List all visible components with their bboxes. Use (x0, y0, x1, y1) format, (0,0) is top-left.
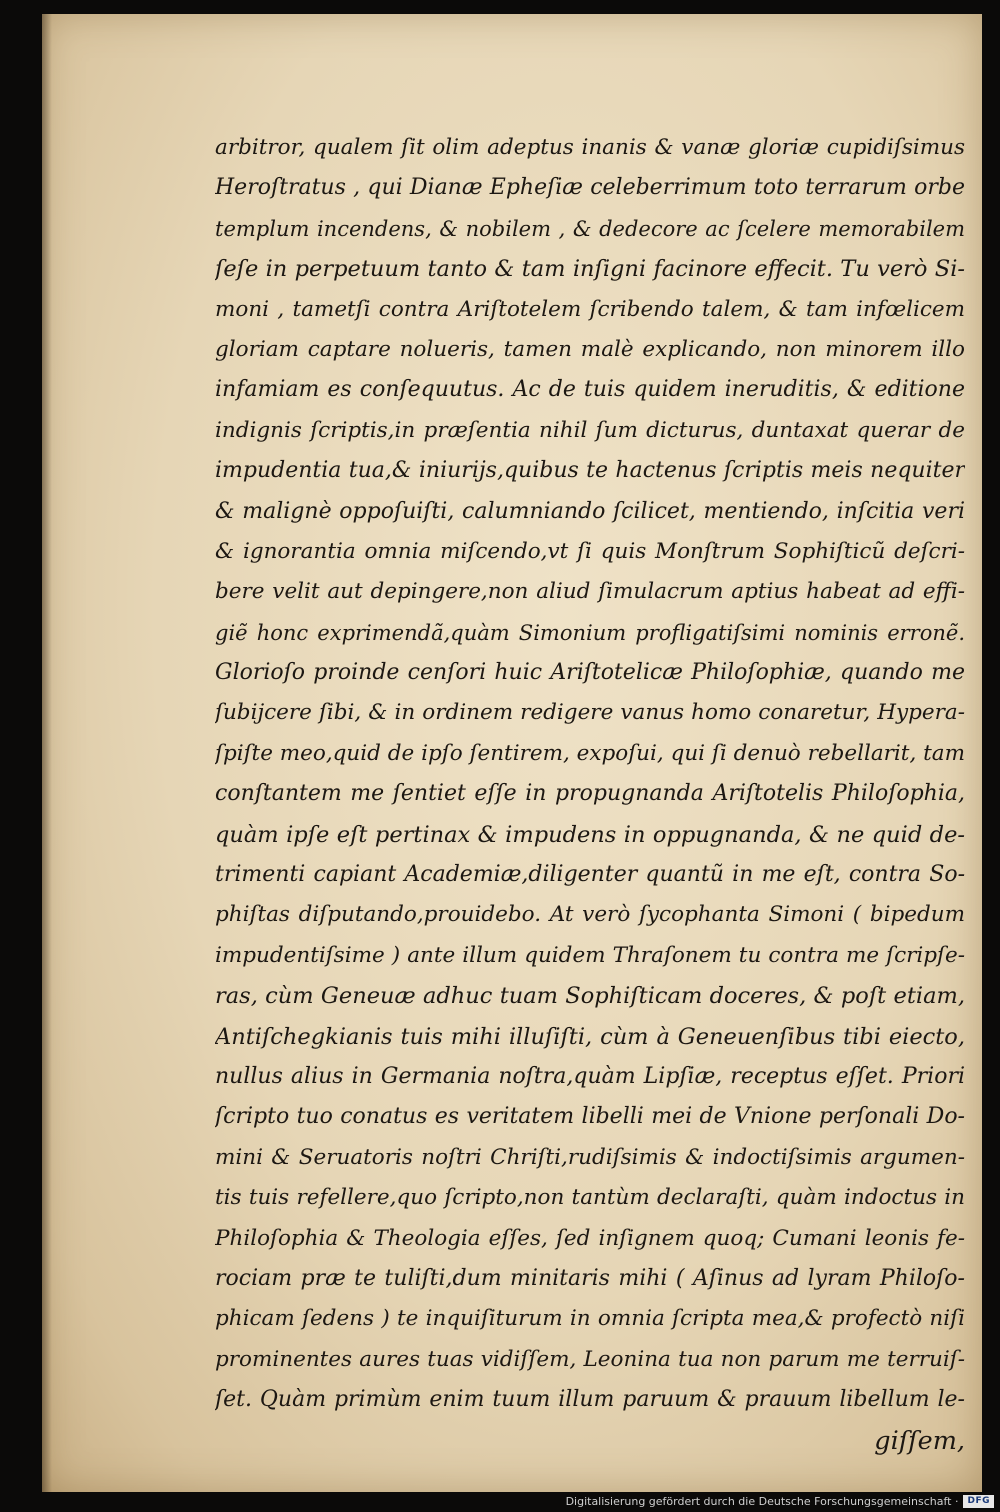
text-line: giẽ honc exprimendã,quàm Simonium profligatiſsimi nominis erronẽ. (215, 620, 965, 645)
text-line: bere velit aut depingere,non aliud ſimulacrum aptius habeat ad effi- (215, 579, 965, 605)
text-line: impudentiſsime ) ante illum quidem Thraſonem tu contra me ſcripſe- (215, 942, 965, 968)
text-line: prominentes aures tuas vidiſſem, Leonina tua non parum me terruiſ- (215, 1346, 965, 1372)
text-line: conſtantem me ſentiet eſſe in propugnanda Ariſtotelis Philoſophia, (215, 781, 965, 807)
text-line: phicam ſedens ) te inquiſiturum in omnia ſcripta mea,& profectò niſi (215, 1306, 965, 1332)
text-line: & ignorantia omnia miſcendo,vt ſi quis Monſtrum Sophiſticũ deſcri- (215, 538, 965, 564)
text-line: trimenti capiant Academiæ,diligenter quantũ in me eſt, contra So- (215, 862, 965, 888)
text-line: Philoſophia & Theologia eſſes, ſed inſignem quoq; Cumani leonis fe- (215, 1225, 965, 1251)
text-line: & malignè oppoſuiſti, calumniando ſcilicet, mentiendo, inſcitia veri (215, 498, 965, 524)
text-line: mini & Seruatoris noſtri Chriſti,rudiſsimis & indoctiſsimis argumen- (215, 1144, 965, 1170)
text-line: ſcripto tuo conatus es veritatem libelli mei de Vnione perſonali Do- (215, 1104, 965, 1130)
text-line: impudentia tua,& iniurijs,quibus te hactenus ſcriptis meis nequiter (215, 458, 965, 484)
text-line: templum incendens, & nobilem , & dedecore ac ſcelere memorabilem (215, 216, 965, 241)
text-line: tis tuis refellere,quo ſcripto,non tantùm declaraſti, quàm indoctus in (215, 1185, 965, 1211)
text-line: rociam præ te tuliſti,dum minitaris mihi ( Aſinus ad lyram Philoſo- (215, 1265, 965, 1291)
text-line: infamiam es conſequutus. Ac de tuis quidem ineruditis, & editione (215, 377, 965, 403)
text-line: ſpiſte meo,quid de ipſo ſentirem, expoſui, qui ſi denuò rebellarit, tam (215, 740, 965, 766)
text-line: gloriam captare nolueris, tamen malè explicando, non minorem illo (215, 336, 965, 362)
text-line: Antiſchegkianis tuis mihi illuſiſti, cùm à Geneuenſibus tibi eiecto, (215, 1023, 965, 1050)
dfg-logo-icon: DFG (963, 1495, 994, 1508)
text-line: moni , tametſi contra Ariſtotelem ſcribendo talem, & tam infœlicem (215, 296, 965, 322)
text-line: giſſem, (874, 1425, 965, 1456)
text-line: arbitror, qualem ſit olim adeptus inanis & vanæ gloriæ cupidiſsimus (215, 135, 965, 160)
text-line: indignis ſcriptis,in præſentia nihil ſum dicturus, duntaxat querar de (215, 417, 965, 443)
page-text-block (215, 128, 965, 1461)
text-line: Heroſtratus , qui Dianæ Epheſiæ celeberrimum toto terrarum orbe (215, 175, 965, 201)
text-line: Glorioſo proinde cenſori huic Ariſtotelicæ Philoſophiæ, quando me (215, 660, 965, 686)
credit-text: Digitalisierung gefördert durch die Deutsche Forschungsgemeinschaft · (565, 1494, 959, 1508)
digitization-credit (566, 1492, 994, 1510)
page-gutter-shadow (42, 14, 52, 1492)
text-line: quàm ipſe eſt pertinax & impudens in oppugnanda, & ne quid de- (215, 821, 965, 848)
text-line: ſubijcere ſibi, & in ordinem redigere vanus homo conaretur, Hypera- (215, 700, 965, 726)
text-line: ſet. Quàm primùm enim tuum illum paruum & prauum libellum le- (215, 1387, 965, 1413)
text-line: ras, cùm Geneuæ adhuc tuam Sophiſticam doceres, & poſt etiam, (215, 983, 965, 1010)
text-line: ſeſe in perpetuum tanto & tam inſigni facinore effecit. Tu verò Si- (215, 256, 965, 283)
text-line: phiſtas diſputando,prouidebo. At verò ſycophanta Simoni ( bipedum (215, 902, 965, 928)
text-line: nullus alius in Germania noſtra,quàm Lipſiæ, receptus eſſet. Priori (215, 1063, 965, 1089)
